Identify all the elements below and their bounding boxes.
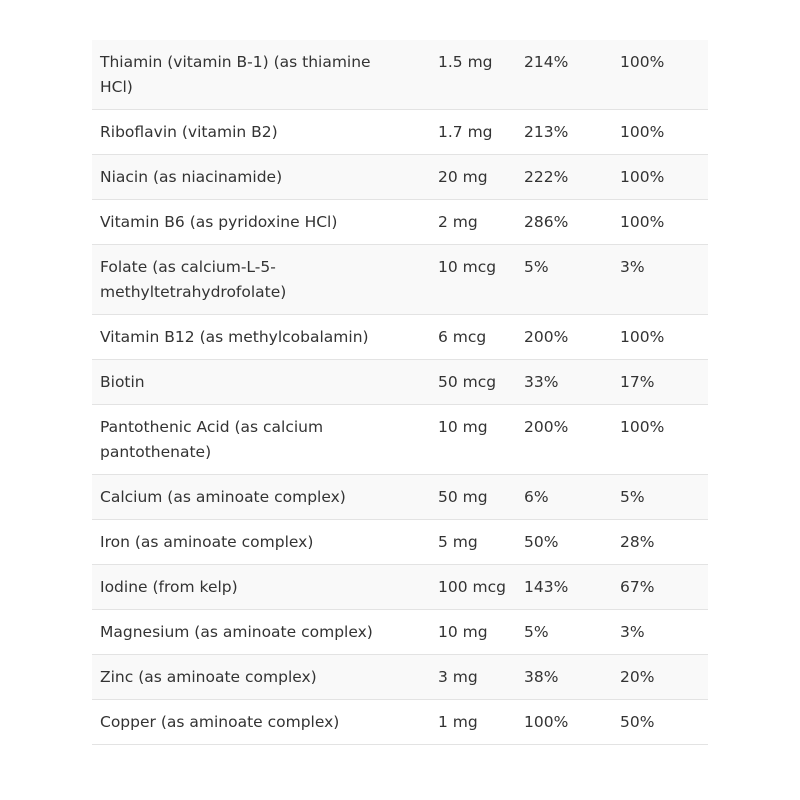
- nutrient-dv-child: 67%: [620, 578, 655, 596]
- nutrient-name: Magnesium (as aminoate complex): [100, 623, 373, 641]
- nutrient-dv-child: 100%: [620, 418, 665, 436]
- table-row: [92, 110, 708, 155]
- nutrient-amount: 10 mg: [438, 623, 488, 641]
- nutrient-name: Biotin: [100, 373, 145, 391]
- nutrient-dv-child: 100%: [620, 213, 665, 231]
- table-row: [92, 245, 708, 315]
- nutrient-amount: 50 mg: [438, 488, 488, 506]
- nutrient-name: Iron (as aminoate complex): [100, 533, 314, 551]
- nutrient-dv-adult: 5%: [524, 623, 549, 641]
- nutrient-dv-adult: 143%: [524, 578, 569, 596]
- nutrient-name: Iodine (from kelp): [100, 578, 238, 596]
- nutrient-amount: 20 mg: [438, 168, 488, 186]
- nutrient-dv-child: 100%: [620, 53, 665, 71]
- table-row: [92, 200, 708, 245]
- nutrient-amount: 1.7 mg: [438, 123, 493, 141]
- nutrient-dv-child: 28%: [620, 533, 655, 551]
- table-row: [92, 315, 708, 360]
- table-row: [92, 610, 708, 655]
- nutrient-amount: 100 mcg: [438, 578, 506, 596]
- table-row: [92, 360, 708, 405]
- nutrient-amount: 1.5 mg: [438, 53, 493, 71]
- nutrient-dv-child: 50%: [620, 713, 655, 731]
- nutrient-amount: 2 mg: [438, 213, 478, 231]
- nutrient-dv-adult: 50%: [524, 533, 559, 551]
- nutrient-name: Copper (as aminoate complex): [100, 713, 340, 731]
- nutrient-dv-adult: 100%: [524, 713, 569, 731]
- nutrient-amount: 10 mg: [438, 418, 488, 436]
- nutrient-dv-child: 3%: [620, 623, 645, 641]
- nutrient-name: Zinc (as aminoate complex): [100, 668, 317, 686]
- nutrient-dv-adult: 6%: [524, 488, 549, 506]
- nutrient-dv-adult: 213%: [524, 123, 569, 141]
- nutrient-amount: 50 mcg: [438, 373, 497, 391]
- nutrient-dv-adult: 38%: [524, 668, 559, 686]
- nutrient-name: Folate (as calcium-L-5-methyltetrahydrofolate): [100, 258, 287, 301]
- nutrient-amount: 3 mg: [438, 668, 478, 686]
- nutrient-amount: 1 mg: [438, 713, 478, 731]
- table-row: [92, 565, 708, 610]
- table-row: [92, 700, 708, 745]
- nutrient-dv-adult: 5%: [524, 258, 549, 276]
- nutrient-name: Vitamin B6 (as pyridoxine HCl): [100, 213, 338, 231]
- nutrient-amount: 10 mcg: [438, 258, 497, 276]
- nutrient-name: Niacin (as niacinamide): [100, 168, 283, 186]
- nutrient-dv-child: 3%: [620, 258, 645, 276]
- nutrient-amount: 5 mg: [438, 533, 478, 551]
- nutrition-table-body: [92, 40, 708, 745]
- nutrition-table-container: [92, 40, 708, 745]
- nutrient-name: Calcium (as aminoate complex): [100, 488, 346, 506]
- nutrient-dv-child: 5%: [620, 488, 645, 506]
- nutrient-dv-adult: 286%: [524, 213, 569, 231]
- nutrient-dv-child: 20%: [620, 668, 655, 686]
- nutrition-table: [92, 40, 708, 745]
- nutrient-name: Riboflavin (vitamin B2): [100, 123, 278, 141]
- nutrient-dv-child: 17%: [620, 373, 655, 391]
- table-row: [92, 520, 708, 565]
- nutrient-name: Vitamin B12 (as methylcobalamin): [100, 328, 369, 346]
- nutrient-dv-adult: 33%: [524, 373, 559, 391]
- nutrient-dv-adult: 214%: [524, 53, 569, 71]
- table-row: [92, 40, 708, 110]
- nutrient-dv-child: 100%: [620, 328, 665, 346]
- nutrient-dv-adult: 200%: [524, 328, 569, 346]
- table-row: [92, 655, 708, 700]
- table-row: [92, 405, 708, 475]
- nutrient-dv-child: 100%: [620, 168, 665, 186]
- nutrient-amount: 6 mcg: [438, 328, 487, 346]
- nutrient-name: Thiamin (vitamin B-1) (as thiamine HCl): [100, 53, 371, 96]
- table-row: [92, 475, 708, 520]
- nutrient-name: Pantothenic Acid (as calcium pantothenate): [100, 418, 324, 461]
- nutrient-dv-adult: 222%: [524, 168, 569, 186]
- table-row: [92, 155, 708, 200]
- nutrient-dv-adult: 200%: [524, 418, 569, 436]
- nutrient-dv-child: 100%: [620, 123, 665, 141]
